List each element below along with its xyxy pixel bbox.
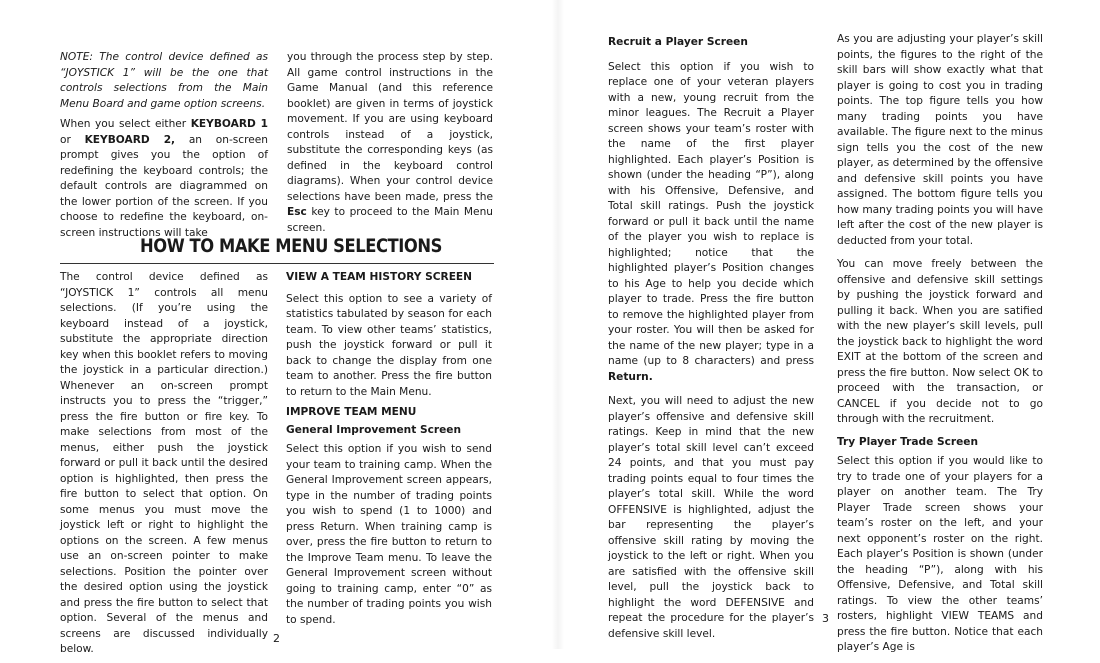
skill-cost-paragraph: As you are adjusting your player’s skill points, the figures to the right of the skill bars will show exactly what that player is going to cost you in trading points. The top figure tells you how many trading points you have available. The figure next to the minus sign tells you the cost of the new player, as determined by the offensive and defensive skill points you have assigned. The bottom figure tells you how many trading points you will have left after the cost of the new player is deducted from your total. [837, 33, 1043, 247]
keyboard-2-label: KEYBOARD 2, [84, 133, 176, 146]
try-trade-heading: Try Player Trade Screen [837, 435, 979, 448]
left-col1-bottom [60, 270, 268, 663]
section-title: HOW TO MAKE MENU SELECTIONS [140, 235, 442, 257]
keyboard-1-label: KEYBOARD 1 [190, 118, 268, 130]
team-history-paragraph: Select this option to see a variety of statistics tabulated by season for each team. To view other teams’ statistics, push the joystick forward or pull it back to change the display from one team to another. Press the fire button to return to the Main Menu. [286, 292, 492, 398]
text-span: you through the process step by step. All game control instructions in the Game Manual (and this reference booklet) are given in terms of joystick movement. If you are using keyboard controls instead of a joystick, substitute the corresponding keys (as defined in the keyboard control diagrams). When your control device selections have been made, press the [287, 51, 493, 203]
esc-key-label: Esc [287, 206, 307, 218]
team-history-heading: VIEW A TEAM HISTORY SCREEN [286, 271, 473, 283]
section-title-rule [60, 235, 494, 264]
recruit-player-heading: Recruit a Player Screen [608, 36, 748, 48]
return-key-label: Return. [608, 370, 653, 383]
text-span: When you select either [60, 118, 191, 130]
left-col2-top [287, 50, 493, 241]
text-span: key to proceed to the Main Menu screen. [287, 206, 493, 234]
text-span: an on-screen prompt gives you the option of redefining the keyboard controls; the default controls are diagrammed on the lower portion of the screen. If you choose to redefine the keyboard, on-screen instructions will take [60, 133, 268, 239]
left-col2-bottom [286, 268, 492, 633]
improve-team-heading: IMPROVE TEAM MENU [286, 406, 417, 418]
menu-selection-paragraph: The control device defined as “JOYSTICK 1” controls all menu selections. (If you’re using the keyboard instead of a joystick, substitute the appropriate direction key when this booklet refers to moving the joystick in a particular direction.) Whenever an on-screen prompt instructs you to press the “trigger,” press the fire button or fire key. To make selections from most of the menus, either push the joystick forward or pull it back until the desired option is highlighted, then press the fire button to select that option. On some menus you must move the joystick left or right to highlight the options on the screen. A few menus use an on-screen pointer to make selections. Position the pointer over the desired option using the joystick and press the fire button to select that option. Several of the menus and screens are discussed individually below. [60, 271, 268, 655]
skill-adjust-paragraph: Next, you will need to adjust the new player’s offensive and defensive skill ratings. Keep in mind that the new player’s total skill level can’t exceed 24 points, and that you must pay trading points equal to four times the player’s total skill. While the word OFFENSIVE is highlighted, adjust the bar representing the player’s offensive skill rating by moving the joystick to the left or right. When you are satisfied with the offensive skill level, pull the joystick back to highlight the word DEFENSIVE and repeat the procedure for the player’s defensive skill level. [608, 395, 814, 640]
try-trade-paragraph: Select this option if you would like to try to trade one of your players for a player on another team. The Try Player Trade screen shows your team’s roster on the left, and your next opponent’s roster on the right. Each player’s Position is shown (under the heading “P”), along with his Offensive, Defensive, and Total skill ratings. To view the other teams’ rosters, highlight VIEW TEAMS and press the fire button. Notice that each player’s Age is [837, 455, 1043, 653]
page-number-right: 3 [822, 612, 829, 625]
general-improvement-paragraph: Select this option if you wish to send your team to training camp. When the General Improvement screen appears, type in the number of trading points you wish to spend (1 to 1000) and press Return. When training camp is over, press the fire button to return to the Improve Team menu. To leave the General Improvement screen without going to training camp, enter “0” as the number of trading points you wish to spend. [286, 443, 492, 626]
process-paragraph [287, 50, 493, 236]
text-span: Select this option if you wish to replace one of your veteran players with a new, young recruit from the minor leagues. The Recruit a Player screen shows your team’s roster with the name of the first player highlighted. Each player’s Position is shown (under the heading “P”), along with his Offensive, Defensive, and Total skill ratings. Push the joystick forward or pull it back until the name of the player you wish to replace is highlighted; notice that the highlighted player’s Position changes to his Age to help you decide which player to trade. Press the fire button to remove the highlighted player from your roster. You will then be asked for the name of the new player; type in a name (up to 8 characters) and press [608, 60, 814, 367]
right-col3 [608, 33, 814, 647]
general-improvement-heading: General Improvement Screen [286, 423, 462, 436]
keyboard-paragraph [60, 117, 268, 241]
text-span: or [60, 133, 85, 146]
recruit-paragraph [608, 60, 814, 386]
right-col4 [837, 32, 1043, 661]
move-freely-paragraph: You can move freely between the offensive and defensive skill settings by pushing the joystick forward and pulling it back. When you are satified with the new player’s skill levels, pull the joystick back to highlight the word EXIT at the bottom of the screen and press the fire button. Now select OK to proceed with the transaction, or CANCEL if you decide not to go through with the recruitment. [837, 258, 1043, 425]
left-col1-top [60, 50, 268, 246]
page-number-left: 2 [273, 632, 280, 645]
note-paragraph: NOTE: The control device defined as “JOYSTICK 1” will be the one that controls selections from the Main Menu Board and game option screens. [60, 51, 268, 110]
page-gutter [552, 0, 564, 649]
